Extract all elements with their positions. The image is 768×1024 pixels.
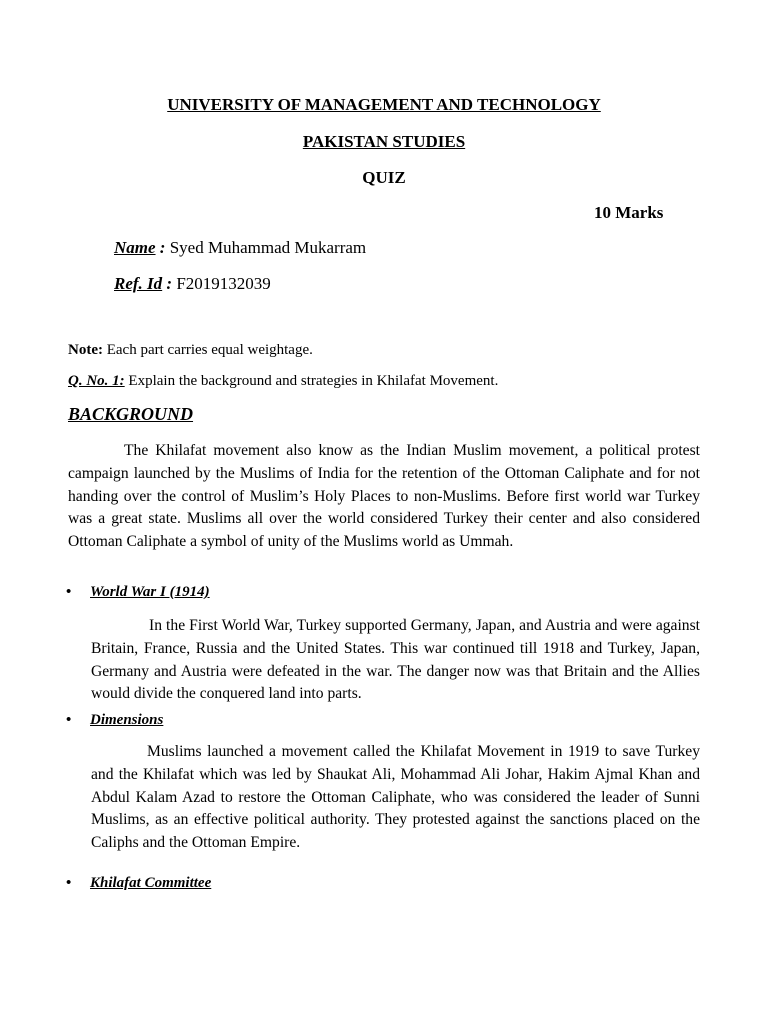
khilafat-committee-heading: Khilafat Committee bbox=[90, 875, 212, 891]
background-paragraph: The Khilafat movement also know as the Indian Muslim movement, a political protest campaign launched by the Muslims of India for the retention of the Ottoman Caliphate and for not handing over the control of Muslim’s Holy Places to non-Muslims. Before first world war Turkey was a great state. Muslims all over the world considered Turkey their center and also considered Ottoman Caliphate a symbol of unity of the Muslims world as Ummah. bbox=[68, 442, 700, 551]
note-label: Note: bbox=[68, 342, 103, 358]
bullet-dimensions bbox=[66, 712, 163, 729]
question-text: Explain the background and strategies in Khilafat Movement. bbox=[124, 373, 499, 389]
ref-id-value: F2019132039 bbox=[172, 274, 271, 293]
question-label: Q. No. 1: bbox=[68, 373, 125, 389]
ref-id-row bbox=[114, 274, 271, 294]
bullet-dot: • bbox=[66, 712, 72, 728]
name-label: Name bbox=[114, 238, 156, 257]
subject-title: PAKISTAN STUDIES bbox=[302, 132, 466, 151]
name-separator: : bbox=[155, 238, 166, 257]
university-title: UNIVERSITY OF MANAGEMENT AND TECHNOLOGY bbox=[167, 95, 601, 114]
world-war-heading: World War I (1914) bbox=[90, 584, 210, 600]
dimensions-paragraph: Muslims launched a movement called the Khilafat Movement in 1919 to save Turkey and the Khilafat which was led by Shaukat Ali, Mohammad Ali Johar, Hakim Ajmal Khan and Abdul Kalam Azad to restore the Ottoman Caliphate, who was considered the leader of Sunni Muslims, as an effective political authority. They protested against the sanctions placed on the Caliphs and the Ottoman Empire. bbox=[91, 743, 700, 852]
note-row bbox=[68, 342, 313, 359]
marks-label: 10 Marks bbox=[594, 203, 664, 222]
dimensions-heading: Dimensions bbox=[90, 712, 164, 728]
background-heading: BACKGROUND bbox=[68, 404, 194, 424]
student-name-row bbox=[114, 238, 366, 258]
bullet-dot: • bbox=[66, 875, 72, 891]
world-war-paragraph: In the First World War, Turkey supported Germany, Japan, and Austria and were against Britain, France, Russia and the United States. This war continued till 1918 and Turkey, Japan, Germany and Austria were defeated in the war. The danger now was that Britain and the Allies would divide the conquered land into parts. bbox=[91, 617, 700, 703]
quiz-title: QUIZ bbox=[362, 168, 406, 187]
ref-id-label: Ref. Id bbox=[114, 274, 163, 293]
name-value: Syed Muhammad Mukarram bbox=[165, 238, 367, 257]
ref-id-separator: : bbox=[162, 274, 173, 293]
bullet-world-war bbox=[66, 584, 210, 601]
bullet-khilafat-committee bbox=[66, 875, 211, 892]
question-row bbox=[68, 373, 498, 390]
bullet-dot: • bbox=[66, 584, 72, 600]
note-text: Each part carries equal weightage. bbox=[102, 342, 313, 358]
